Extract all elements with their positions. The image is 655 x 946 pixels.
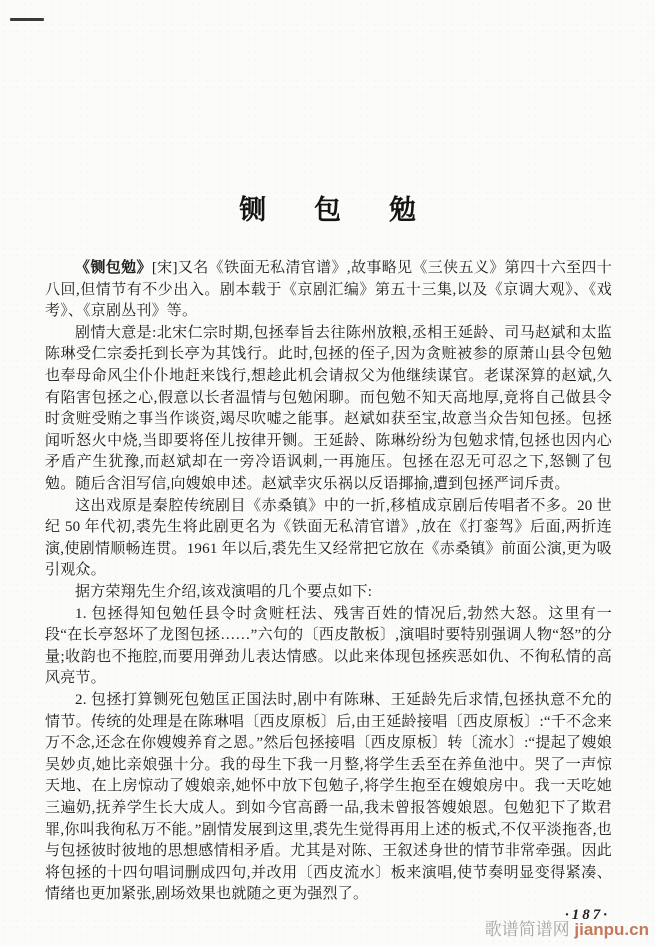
watermark-site-url: jianpu.cn bbox=[574, 920, 649, 940]
intro-bold-title: 《铡包勉》 bbox=[75, 260, 152, 277]
scan-artifact bbox=[10, 18, 44, 21]
paragraph-point-1: 1. 包拯得知包勉任县令时贪赃枉法、残害百姓的情况后,勃然大怒。这里有一段“在长亭怒坏了龙图包拯……”六句的〔西皮散板〕,演唱时要特别强调人物“怒”的分量;收韵也不拖腔,而要用弹劲儿表达情感。以此来体现包拯疾恶如仇、不徇私情的高风亮节。 bbox=[45, 605, 612, 687]
watermark-site-name: 歌谱简谱网 bbox=[484, 920, 570, 940]
intro-text: [宋]又名《铁面无私清官谱》,故事略见《三侠五义》第四十六至四十八回,但情节有不少出入。剧本载于《京剧汇编》第五十三集,以及《京调大观》、《戏考》、《京剧丛刊》等。 bbox=[45, 260, 612, 320]
paragraph-intro bbox=[45, 258, 612, 323]
paragraph-points-intro: 据方荣翔先生介绍,该戏演唱的几个要点如下: bbox=[75, 583, 373, 600]
paragraph-synopsis: 剧情大意是:北宋仁宗时期,包拯奉旨去往陈州放粮,丞相王延龄、司马赵斌和太监陈琳受仁宗委托到长亭为其饯行。此时,包拯的侄子,因为贪赃被参的原萧山县令包勉也奉母命风尘仆仆地赶来饯行,想趁此机会请叔父为他继续谋官。老谋深算的赵斌,久有陷害包拯之心,假意以长者温情与包勉闲聊。而包勉不知天高地厚,竟将自己做县令时贪赃受贿之事当作谈资,竭尽吹嘘之能事。赵斌如获至宝,故意当众告知包拯。包拯闻听怒火中烧,当即要将侄儿按律开铡。王延龄、陈琳纷纷为包勉求情,包拯也因内心矛盾产生犹豫,而赵斌却在一旁冷语讽刺,一再施压。包拯在忍无可忍之下,怒铡了包勉。随后含泪写信,向嫂娘申述。赵斌幸灾乐祸以反语揶揄,遭到包拯严词斥责。 bbox=[45, 324, 612, 493]
paragraph-point-2: 2. 包拯打算铡死包勉匡正国法时,剧中有陈琳、王延龄先后求情,包拯执意不允的情节。传统的处理是在陈琳唱〔西皮原板〕后,由王延龄接唱〔西皮原板〕:“千不念来万不念,还念在你嫂嫂养育之恩。”然后包拯接唱〔西皮原板〕转〔流水〕:“提起了嫂娘吴妙贞,她比亲娘强十分。我的母生下我一月整,将学生丢至在养鱼池中。哭了一声惊天地、在上房惊动了嫂娘亲,她怀中放下包勉子,将学生抱至在嫂娘房中。我一天吃她三遍奶,抚养学生长大成人。到如今官高爵一品,我未曾报答嫂娘恩。包勉犯下了欺君罪,你叫我徇私万不能。”剧情发展到这里,裘先生觉得再用上述的板式,不仅平淡拖沓,也与包拯彼时彼地的思想感情相矛盾。尤其是对陈、王叙述身世的情节非常牵强。因此将包拯的十四句唱词删成四句,并改用〔西皮流水〕板来演唱,使节奏明显变得紧凑、情绪也更加紧张,剧场效果也就随之更为强烈了。 bbox=[45, 691, 612, 903]
page-number: ·187· bbox=[565, 906, 610, 923]
article-body bbox=[45, 258, 612, 906]
page-title: 铡包勉 bbox=[239, 195, 464, 226]
paragraph-history: 这出戏原是秦腔传统剧目《赤桑镇》中的一折,移植成京剧后传唱者不多。20 世纪 50 年代初,裘先生将此剧更名为《铁面无私清官谱》,放在《打銮驾》后面,两折连演,使剧情顺畅连贯。1961 年以后,裘先生又经常把它放在《赤桑镇》前面公演,更为吸引观众。 bbox=[45, 497, 612, 579]
